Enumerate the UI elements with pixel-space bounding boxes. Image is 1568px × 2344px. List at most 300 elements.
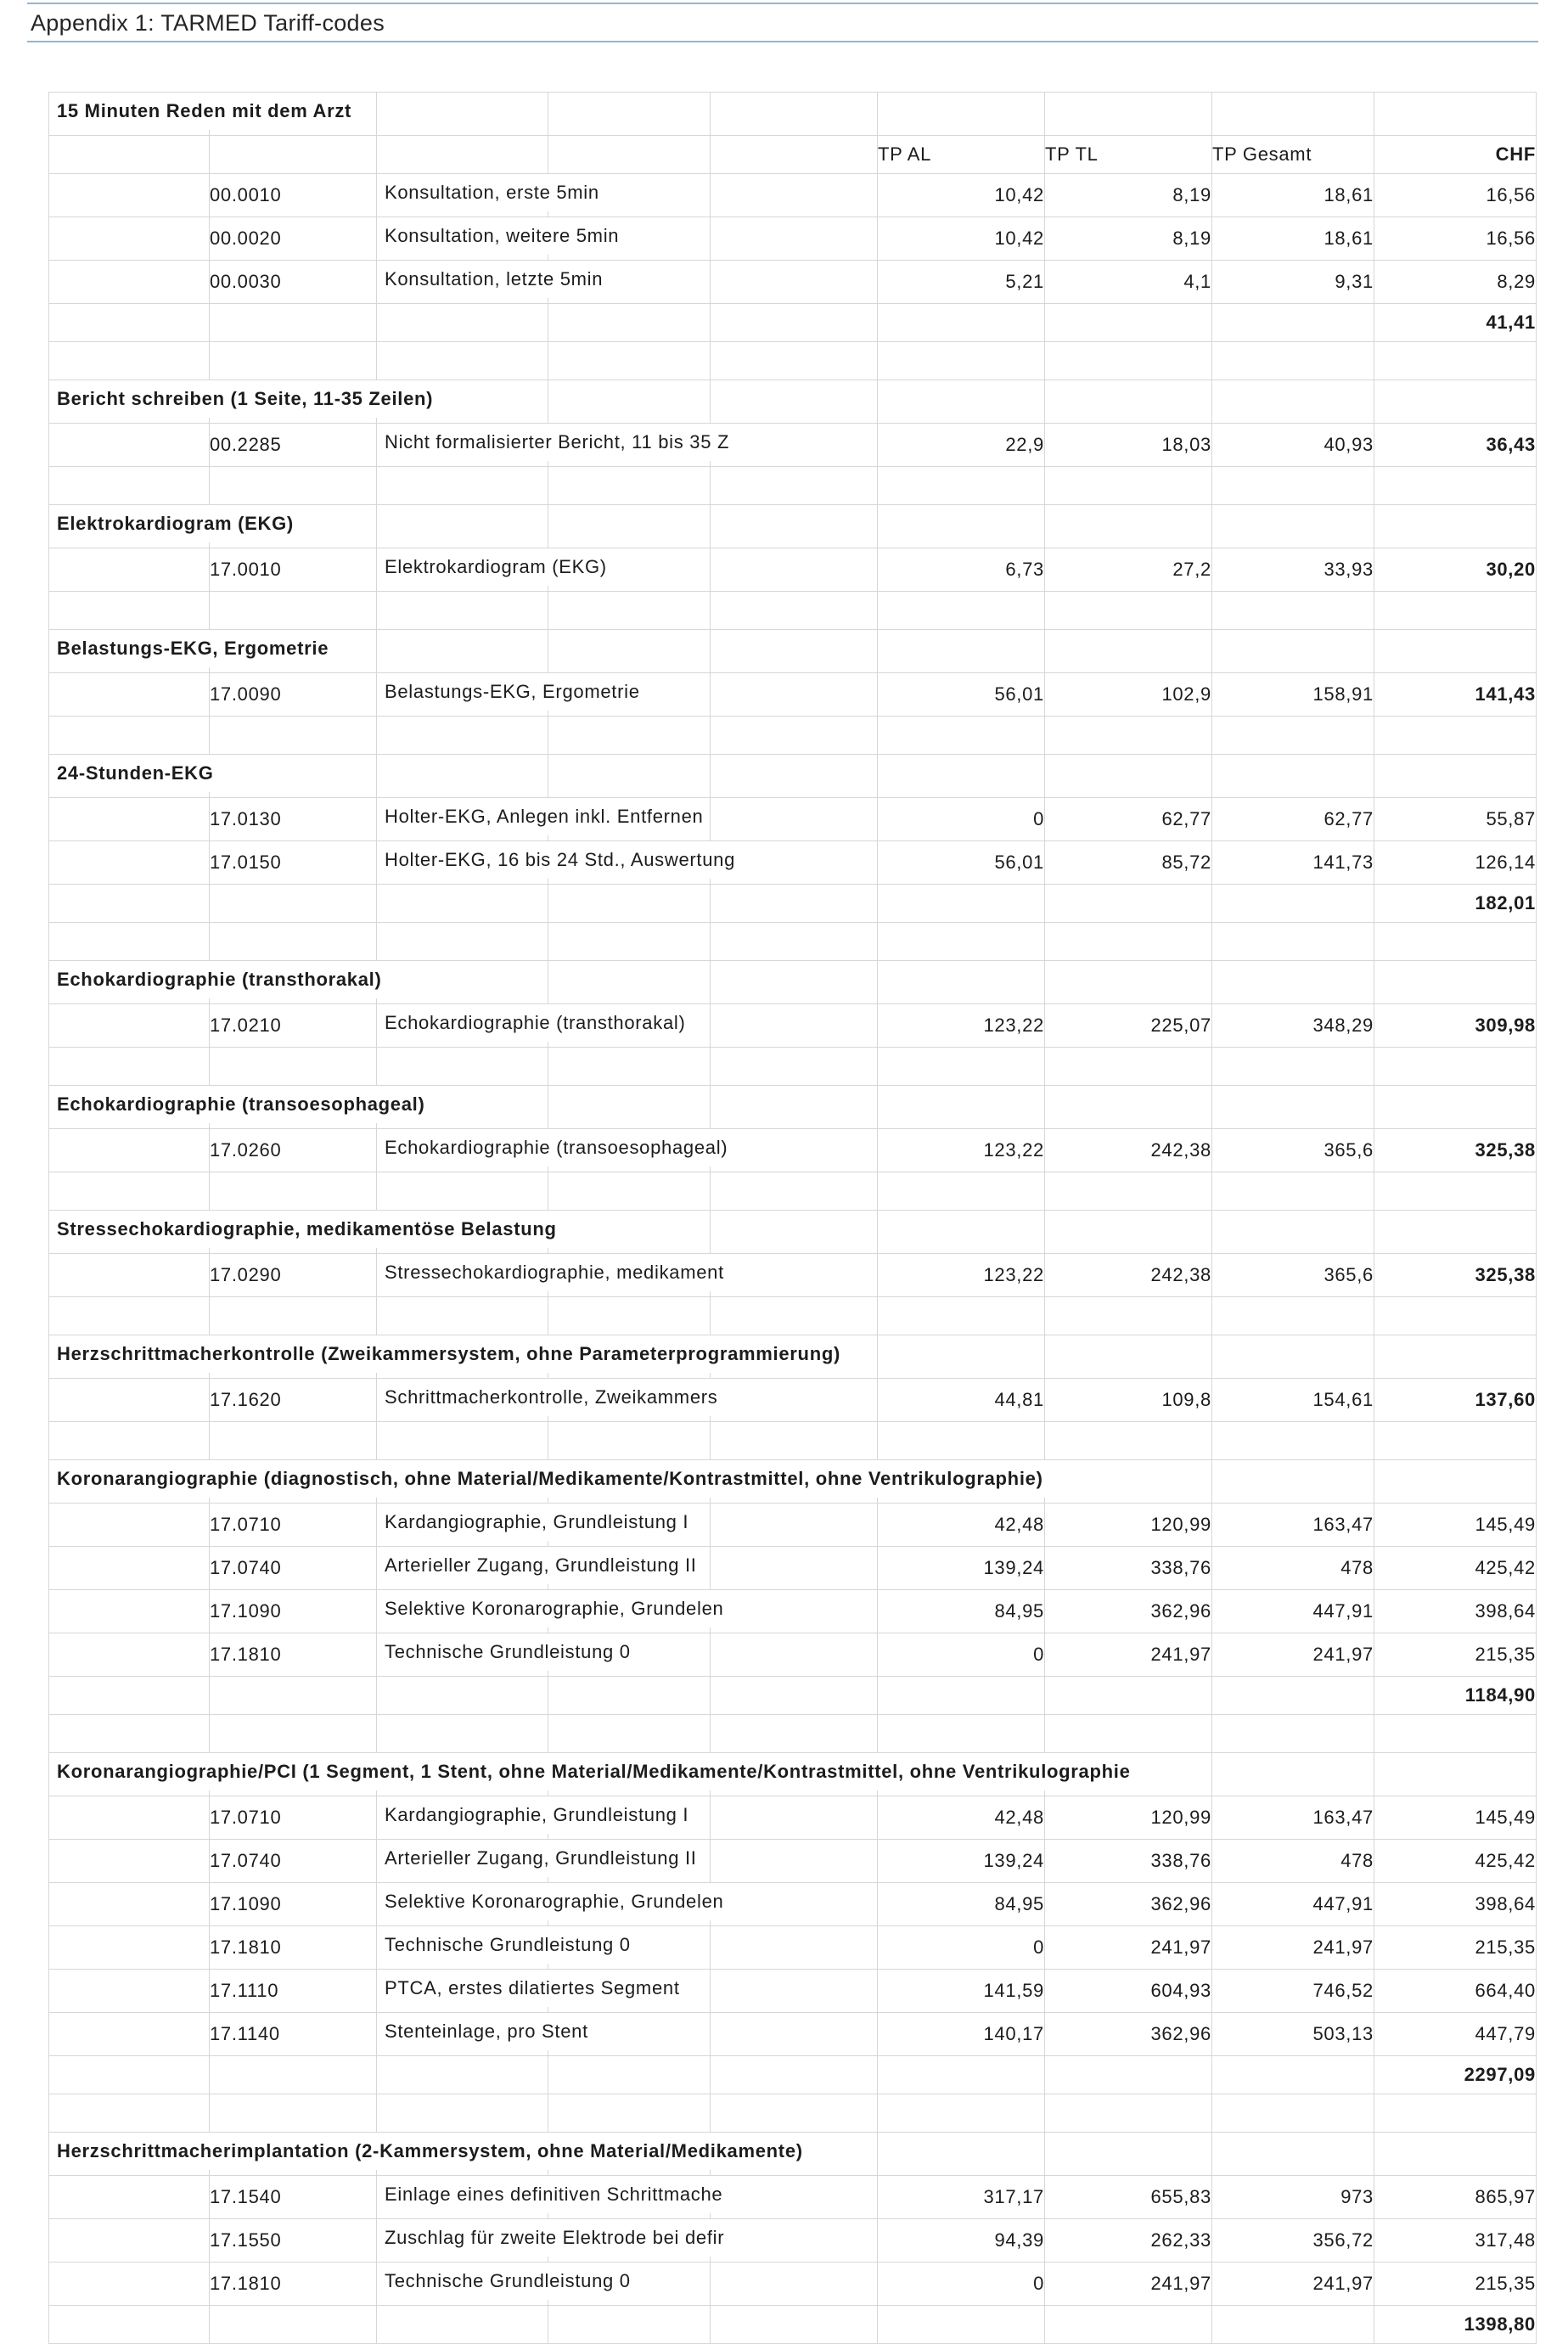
tp-gesamt-cell: 163,47 (1212, 1796, 1374, 1840)
chf-cell: 425,42 (1374, 1840, 1537, 1883)
section-title-cell (49, 961, 382, 1004)
code-cell: 17.1620 (210, 1379, 377, 1422)
empty-cell (49, 1715, 210, 1753)
empty-cell (210, 1048, 377, 1086)
title-rule-bottom (27, 41, 1538, 42)
tp-al-cell: 0 (878, 2262, 1045, 2306)
empty-cell (711, 342, 878, 380)
empty-cell (711, 1715, 878, 1753)
empty-cell (1045, 505, 1212, 548)
code-cell: 00.0020 (210, 217, 377, 261)
chf-cell: 215,35 (1374, 1633, 1537, 1677)
empty-cell (878, 592, 1045, 630)
spacer-row (49, 592, 1537, 630)
section-title: Herzschrittmacherimplantation (2-Kammersystem, ohne Material/Medikamente) (49, 2133, 809, 2170)
empty-cell (49, 1970, 210, 2013)
empty-cell (878, 1211, 1045, 1254)
empty-cell (1212, 2306, 1374, 2344)
tp-tl-cell: 338,76 (1045, 1547, 1212, 1590)
description-cell (377, 673, 640, 717)
empty-cell (878, 717, 1045, 755)
empty-cell (377, 1677, 548, 1715)
empty-cell (49, 1422, 210, 1460)
description-text: Zuschlag für zweite Elektrode bei defir (377, 2219, 730, 2257)
empty-cell (49, 342, 210, 380)
tariff-row (49, 2176, 1537, 2219)
subtotal-chf-cell: 41,41 (1374, 304, 1537, 342)
empty-cell (210, 1715, 377, 1753)
section-title-row (49, 2133, 1537, 2176)
tp-gesamt-cell: 141,73 (1212, 841, 1374, 885)
code-cell: 17.0710 (210, 1504, 377, 1547)
section-title: Belastungs-EKG, Ergometrie (49, 630, 334, 667)
empty-cell (210, 1297, 377, 1335)
section-title: Elektrokardiogram (EKG) (49, 505, 300, 542)
code-cell: 17.1110 (210, 1970, 377, 2013)
chf-cell: 8,29 (1374, 261, 1537, 304)
empty-cell (1045, 755, 1212, 798)
empty-cell (49, 1677, 210, 1715)
tp-gesamt-cell: 158,91 (1212, 673, 1374, 717)
section-title: 24-Stunden-EKG (49, 755, 220, 792)
empty-cell (1212, 505, 1374, 548)
empty-cell (1374, 342, 1537, 380)
empty-cell (548, 505, 711, 548)
empty-cell (548, 885, 711, 923)
chf-cell: 16,56 (1374, 174, 1537, 217)
empty-cell (711, 93, 878, 136)
description-cell (377, 1633, 631, 1677)
empty-cell (711, 1379, 878, 1422)
tp-al-cell: 123,22 (878, 1254, 1045, 1297)
chf-cell: 145,49 (1374, 1504, 1537, 1547)
empty-cell (878, 93, 1045, 136)
chf-header: CHF (1374, 136, 1537, 174)
empty-cell (711, 2219, 878, 2262)
empty-cell (210, 467, 377, 505)
empty-cell (49, 1004, 210, 1048)
empty-cell (49, 841, 210, 885)
empty-cell (1212, 1335, 1374, 1379)
tp-al-cell: 56,01 (878, 673, 1045, 717)
tariff-row (49, 1883, 1537, 1926)
empty-cell (1045, 1048, 1212, 1086)
empty-cell (1045, 2094, 1212, 2133)
section-title-row (49, 93, 1537, 136)
empty-cell (377, 1297, 548, 1335)
empty-cell (548, 592, 711, 630)
empty-cell (49, 1840, 210, 1883)
empty-cell (377, 304, 548, 342)
empty-cell (1374, 1172, 1537, 1211)
description-text: Einlage eines definitiven Schrittmache (377, 2176, 728, 2213)
code-cell: 17.1550 (210, 2219, 377, 2262)
section-title: Stressechokardiographie, medikamentöse Belastung (49, 1211, 563, 1248)
tp-al-cell: 42,48 (878, 1504, 1045, 1547)
chf-cell: 36,43 (1374, 424, 1537, 467)
empty-cell (548, 630, 711, 673)
description-text: Belastungs-EKG, Ergometrie (377, 673, 646, 711)
empty-cell (711, 2056, 878, 2094)
empty-cell (711, 174, 878, 217)
empty-cell (548, 961, 711, 1004)
empty-cell (377, 1172, 548, 1211)
empty-cell (878, 2056, 1045, 2094)
empty-cell (711, 217, 878, 261)
empty-cell (49, 1129, 210, 1172)
description-text: Konsultation, letzte 5min (377, 261, 609, 298)
spacer-row (49, 923, 1537, 961)
empty-cell (711, 1297, 878, 1335)
description-cell (377, 2176, 723, 2219)
code-cell: 00.0030 (210, 261, 377, 304)
tp-gesamt-cell: 18,61 (1212, 217, 1374, 261)
code-cell: 00.2285 (210, 424, 377, 467)
spacer-row (49, 1715, 1537, 1753)
empty-cell (711, 1796, 878, 1840)
section-title-cell (49, 1460, 1043, 1504)
empty-cell (49, 1926, 210, 1970)
title-rule-top (27, 3, 1538, 4)
subtotal-chf-cell: 182,01 (1374, 885, 1537, 923)
empty-cell (711, 1883, 878, 1926)
description-cell (377, 2262, 631, 2306)
empty-cell (711, 1048, 878, 1086)
empty-cell (878, 1297, 1045, 1335)
tp-al-cell: 140,17 (878, 2013, 1045, 2056)
empty-cell (1212, 885, 1374, 923)
empty-cell (548, 1715, 711, 1753)
section-title-cell (49, 755, 214, 798)
section-title-cell (49, 380, 434, 424)
subtotal-row (49, 2306, 1537, 2344)
empty-cell (711, 1970, 878, 2013)
spacer-row (49, 1422, 1537, 1460)
tp-tl-cell: 241,97 (1045, 2262, 1212, 2306)
empty-cell (1374, 2094, 1537, 2133)
empty-cell (1212, 961, 1374, 1004)
tp-al-cell: 141,59 (878, 1970, 1045, 2013)
empty-cell (49, 304, 210, 342)
description-cell (377, 1590, 724, 1633)
tariff-row (49, 548, 1537, 592)
chf-cell: 865,97 (1374, 2176, 1537, 2219)
tp-tl-cell: 241,97 (1045, 1633, 1212, 1677)
empty-cell (1045, 1297, 1212, 1335)
empty-cell (548, 2094, 711, 2133)
tp-al-cell: 84,95 (878, 1883, 1045, 1926)
empty-cell (49, 136, 210, 174)
empty-cell (1045, 1460, 1212, 1504)
empty-cell (49, 1297, 210, 1335)
empty-cell (210, 2306, 377, 2344)
code-cell: 17.1090 (210, 1590, 377, 1633)
empty-cell (711, 380, 878, 424)
empty-cell (1212, 1460, 1374, 1504)
empty-cell (711, 885, 878, 923)
tp-al-cell: 5,21 (878, 261, 1045, 304)
empty-cell (878, 1677, 1045, 1715)
empty-cell (210, 923, 377, 961)
empty-cell (1374, 1335, 1537, 1379)
spacer-row (49, 1172, 1537, 1211)
tp-al-cell: 42,48 (878, 1796, 1045, 1840)
tp-gesamt-cell: 973 (1212, 2176, 1374, 2219)
empty-cell (548, 755, 711, 798)
tariff-table (48, 92, 1537, 2344)
tp-al-cell: 6,73 (878, 548, 1045, 592)
empty-cell (711, 1172, 878, 1211)
empty-cell (49, 2262, 210, 2306)
empty-cell (1212, 717, 1374, 755)
description-cell (377, 1796, 689, 1840)
empty-cell (1045, 1211, 1212, 1254)
empty-cell (1374, 2133, 1537, 2176)
subtotal-row (49, 1677, 1537, 1715)
tariff-row (49, 2013, 1537, 2056)
section-title-row (49, 1460, 1537, 1504)
empty-cell (548, 1297, 711, 1335)
empty-cell (711, 1840, 878, 1883)
empty-cell (377, 505, 548, 548)
chf-cell: 126,14 (1374, 841, 1537, 885)
empty-cell (1374, 1715, 1537, 1753)
empty-cell (210, 1172, 377, 1211)
empty-cell (1045, 467, 1212, 505)
section-title: Herzschrittmacherkontrolle (Zweikammersystem, ohne Parameterprogrammierung) (49, 1335, 846, 1373)
tp-al-cell: 44,81 (878, 1379, 1045, 1422)
code-cell: 17.0150 (210, 841, 377, 885)
empty-cell (210, 1422, 377, 1460)
empty-cell (711, 136, 878, 174)
description-text: Holter-EKG, Anlegen inkl. Entfernen (377, 798, 709, 835)
tariff-row (49, 1129, 1537, 1172)
chf-cell: 55,87 (1374, 798, 1537, 841)
empty-cell (711, 1422, 878, 1460)
empty-cell (1045, 1677, 1212, 1715)
tp-tl-cell: 242,38 (1045, 1254, 1212, 1297)
empty-cell (210, 2094, 377, 2133)
empty-cell (210, 755, 377, 798)
tp-tl-cell: 62,77 (1045, 798, 1212, 841)
subtotal-row (49, 885, 1537, 923)
tp-al-cell: 317,17 (878, 2176, 1045, 2219)
empty-cell (711, 1254, 878, 1297)
empty-cell (210, 1677, 377, 1715)
empty-cell (548, 923, 711, 961)
tp-al-cell: 123,22 (878, 1004, 1045, 1048)
empty-cell (1045, 630, 1212, 673)
tp-al-header: TP AL (878, 136, 1045, 174)
tariff-row (49, 261, 1537, 304)
empty-cell (210, 342, 377, 380)
empty-cell (711, 467, 878, 505)
empty-cell (377, 885, 548, 923)
empty-cell (1374, 505, 1537, 548)
empty-cell (711, 1590, 878, 1633)
empty-cell (1212, 1172, 1374, 1211)
code-cell: 17.1540 (210, 2176, 377, 2219)
tariff-row (49, 1970, 1537, 2013)
empty-cell (711, 923, 878, 961)
spacer-row (49, 717, 1537, 755)
empty-cell (1212, 304, 1374, 342)
empty-cell (1045, 1422, 1212, 1460)
tariff-row (49, 1926, 1537, 1970)
empty-cell (878, 961, 1045, 1004)
description-text: Schrittmacherkontrolle, Zweikammers (377, 1379, 723, 1416)
empty-cell (1212, 2133, 1374, 2176)
chf-cell: 215,35 (1374, 1926, 1537, 1970)
code-cell: 17.1810 (210, 1633, 377, 1677)
chf-cell: 317,48 (1374, 2219, 1537, 2262)
description-cell (377, 548, 607, 592)
section-title-cell (49, 93, 352, 136)
chf-cell: 309,98 (1374, 1004, 1537, 1048)
tp-tl-cell: 85,72 (1045, 841, 1212, 885)
description-text: Nicht formalisierter Bericht, 11 bis 35 Z (377, 424, 735, 461)
empty-cell (1374, 1086, 1537, 1129)
empty-cell (711, 261, 878, 304)
tp-tl-cell: 338,76 (1045, 1840, 1212, 1883)
empty-cell (1212, 1422, 1374, 1460)
empty-cell (1374, 755, 1537, 798)
empty-cell (377, 1715, 548, 1753)
empty-cell (548, 1172, 711, 1211)
tp-tl-cell: 109,8 (1045, 1379, 1212, 1422)
section-title: Koronarangiographie/PCI (1 Segment, 1 Stent, ohne Material/Medikamente/Kontrastmittel, ohne Ventrikulographie (49, 1753, 1137, 1790)
empty-cell (1045, 923, 1212, 961)
empty-cell (49, 467, 210, 505)
tp-gesamt-cell: 447,91 (1212, 1883, 1374, 1926)
empty-cell (711, 798, 878, 841)
code-cell: 00.0010 (210, 174, 377, 217)
subtotal-chf-cell: 2297,09 (1374, 2056, 1537, 2094)
empty-cell (548, 93, 711, 136)
empty-cell (878, 2094, 1045, 2133)
empty-cell (548, 2306, 711, 2344)
page-title: Appendix 1: TARMED Tariff-codes (31, 10, 385, 36)
code-cell: 17.0010 (210, 548, 377, 592)
empty-cell (1374, 592, 1537, 630)
tp-gesamt-cell: 365,6 (1212, 1129, 1374, 1172)
tp-al-cell: 94,39 (878, 2219, 1045, 2262)
tp-gesamt-cell: 40,93 (1212, 424, 1374, 467)
tp-al-cell: 123,22 (878, 1129, 1045, 1172)
empty-cell (548, 2056, 711, 2094)
empty-cell (377, 592, 548, 630)
empty-cell (49, 2176, 210, 2219)
subtotal-chf-cell: 1398,80 (1374, 2306, 1537, 2344)
empty-cell (711, 1633, 878, 1677)
chf-cell: 425,42 (1374, 1547, 1537, 1590)
empty-cell (711, 1129, 878, 1172)
empty-cell (49, 1883, 210, 1926)
code-cell: 17.0290 (210, 1254, 377, 1297)
tariff-row (49, 424, 1537, 467)
empty-cell (49, 2056, 210, 2094)
tp-tl-cell: 242,38 (1045, 1129, 1212, 1172)
tp-al-cell: 10,42 (878, 174, 1045, 217)
empty-cell (49, 1172, 210, 1211)
section-title-row (49, 1211, 1537, 1254)
tariff-table-body (49, 93, 1537, 2344)
tp-gesamt-cell: 447,91 (1212, 1590, 1374, 1633)
empty-cell (1212, 592, 1374, 630)
empty-cell (49, 1504, 210, 1547)
chf-cell: 30,20 (1374, 548, 1537, 592)
tp-tl-cell: 8,19 (1045, 217, 1212, 261)
empty-cell (1374, 961, 1537, 1004)
tp-gesamt-cell: 348,29 (1212, 1004, 1374, 1048)
section-title: Echokardiographie (transthorakal) (49, 961, 388, 998)
empty-cell (548, 717, 711, 755)
chf-cell: 325,38 (1374, 1254, 1537, 1297)
empty-cell (1212, 380, 1374, 424)
tp-tl-cell: 18,03 (1045, 424, 1212, 467)
description-text: Stenteinlage, pro Stent (377, 2013, 594, 2050)
section-title: Koronarangiographie (diagnostisch, ohne Material/Medikamente/Kontrastmittel, ohne Ventrikulographie) (49, 1460, 1049, 1498)
empty-cell (711, 1504, 878, 1547)
tp-gesamt-cell: 356,72 (1212, 2219, 1374, 2262)
tp-tl-cell: 362,96 (1045, 2013, 1212, 2056)
empty-cell (711, 2176, 878, 2219)
empty-cell (1212, 1297, 1374, 1335)
tariff-row (49, 2219, 1537, 2262)
code-cell: 17.0210 (210, 1004, 377, 1048)
empty-cell (1212, 93, 1374, 136)
description-cell (377, 1547, 697, 1590)
empty-cell (377, 2306, 548, 2344)
tariff-row (49, 798, 1537, 841)
code-cell: 17.0710 (210, 1796, 377, 1840)
tp-gesamt-header: TP Gesamt (1212, 136, 1374, 174)
empty-cell (49, 798, 210, 841)
empty-cell (1045, 1172, 1212, 1211)
empty-cell (548, 1677, 711, 1715)
empty-cell (49, 2013, 210, 2056)
subtotal-row (49, 304, 1537, 342)
empty-cell (1045, 1086, 1212, 1129)
empty-cell (1374, 1211, 1537, 1254)
description-cell (377, 217, 620, 261)
section-title-row (49, 380, 1537, 424)
empty-cell (711, 1547, 878, 1590)
empty-cell (878, 1172, 1045, 1211)
description-text: Elektrokardiogram (EKG) (377, 548, 613, 586)
empty-cell (878, 1335, 1045, 1379)
tp-al-cell: 0 (878, 1926, 1045, 1970)
tp-gesamt-cell: 154,61 (1212, 1379, 1374, 1422)
description-cell (377, 1840, 697, 1883)
empty-cell (1212, 2094, 1374, 2133)
tp-gesamt-cell: 746,52 (1212, 1970, 1374, 2013)
section-title-row (49, 1086, 1537, 1129)
section-title-cell (49, 1753, 1131, 1796)
empty-cell (49, 592, 210, 630)
empty-cell (1045, 2133, 1212, 2176)
empty-cell (1212, 1753, 1374, 1796)
tp-al-cell: 0 (878, 798, 1045, 841)
empty-cell (49, 717, 210, 755)
empty-cell (711, 2306, 878, 2344)
empty-cell (548, 1048, 711, 1086)
empty-cell (49, 673, 210, 717)
description-text: Arterieller Zugang, Grundleistung II (377, 1547, 703, 1584)
empty-cell (1212, 1086, 1374, 1129)
empty-cell (1374, 630, 1537, 673)
column-header-row (49, 136, 1537, 174)
